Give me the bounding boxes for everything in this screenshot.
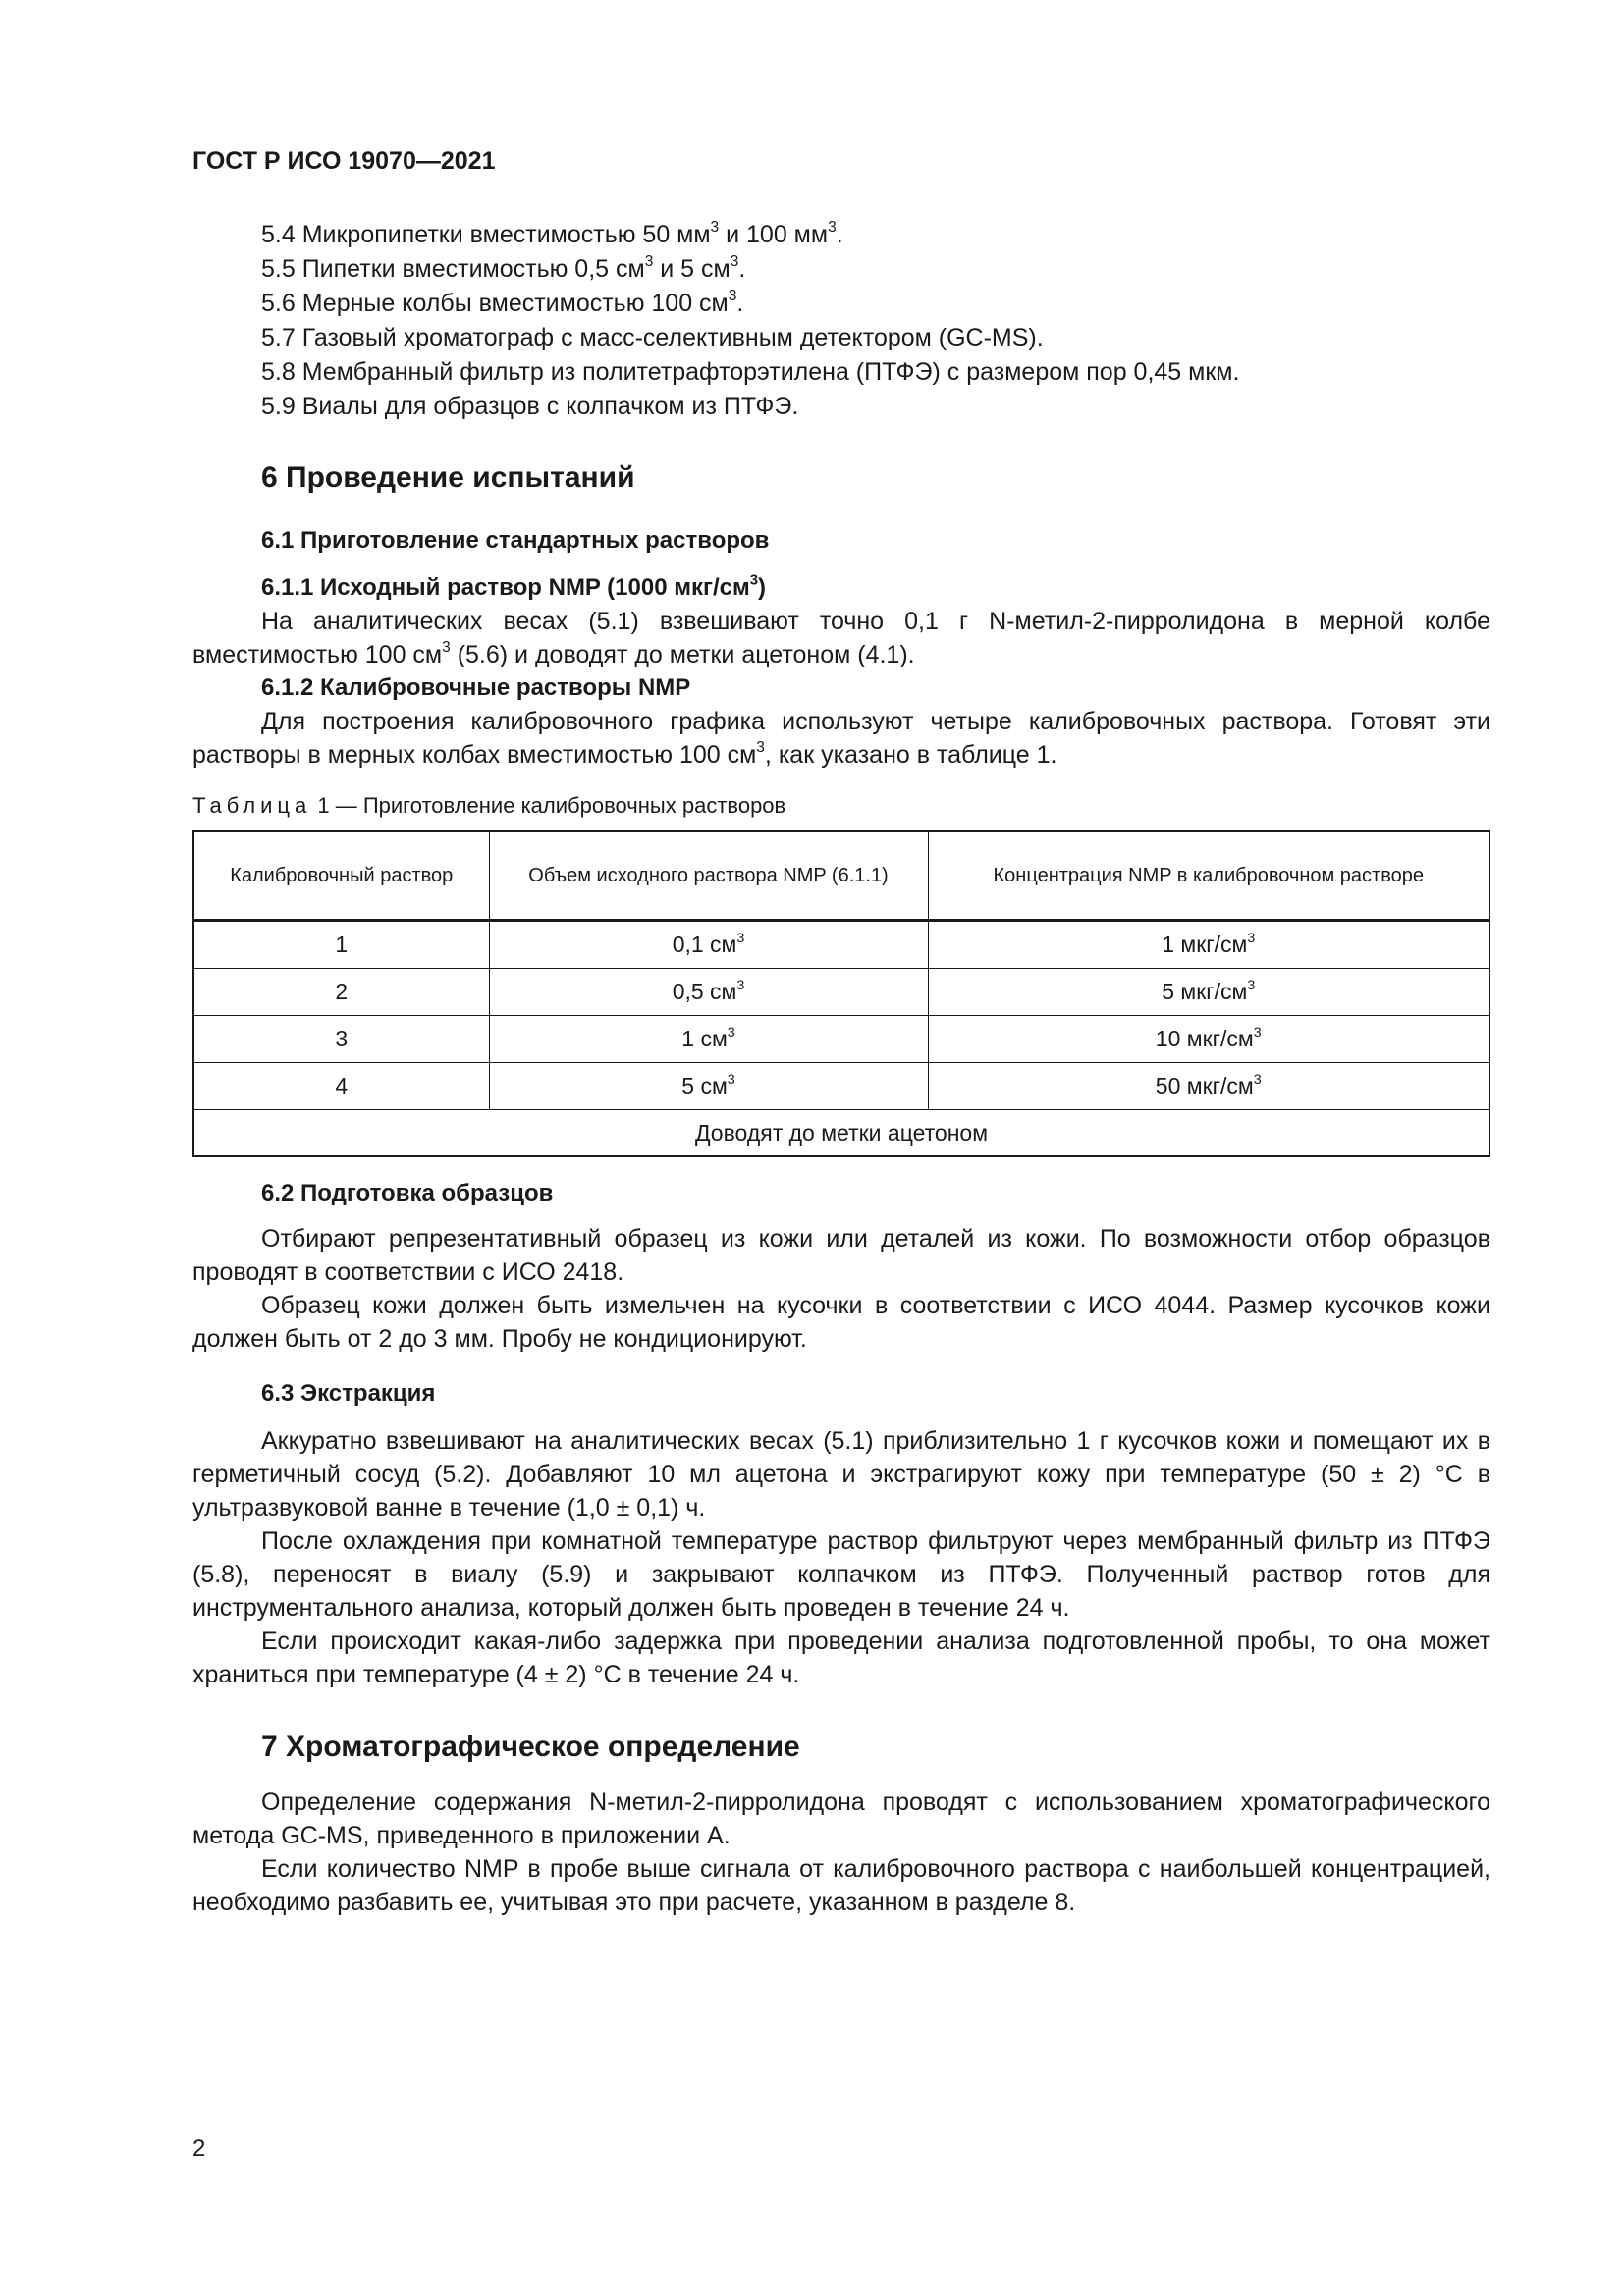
paragraph: Если количество NMP в пробе выше сигнала от калибровочного раствора с наибольшей концентрацией, необходимо разбавить ее, учитывая это при расчете, указанном в разделе 8. [192, 1855, 1490, 1916]
table-header-row [193, 831, 1489, 921]
table-caption: Таблица 1 — Приготовление калибровочных растворов [192, 793, 786, 818]
table-cell: 2 [193, 969, 489, 1016]
list-item: 5.4 Микропипетки вместимостью 50 $мм^3$ и 100 $мм^3$. [261, 219, 843, 248]
table-cell: 5 $см^3$ [489, 1063, 928, 1110]
table-row [193, 969, 1489, 1016]
paragraph: Если происходит какая-либо задержка при проведении анализа подготовленной пробы, то она может храниться при температуре (4 ± 2) °С в течение 24 ч. [192, 1628, 1490, 1688]
section-6-1-2-title: 6.1.2 Калибровочные растворы NMP [261, 674, 691, 701]
list-item: 5.6 Мерные колбы вместимостью 100 $см^3$. [261, 288, 744, 317]
table-header-cell: Калибровочный раствор [193, 831, 489, 921]
list-item: 5.9 Виалы для образцов с колпачком из ПТФЭ. [261, 393, 799, 420]
section-6-3-body [192, 1424, 1490, 1691]
paragraph: На аналитических весах (5.1) взвешивают точно 0,1 г N-метил-2-пирролидона в мерной колбе вместимостью 100 $см^3$ (5.6) и доводят до метки ацетоном (4.1). [192, 608, 1490, 668]
paragraph: Аккуратно взвешивают на аналитических весах (5.1) приблизительно 1 г кусочков кожи и помещают их в герметичный сосуд (5.2). Добавляют 10 мл ацетона и экстрагируют кожу при температуре (50 ± 2) °С в ультразвуковой ванне в течение (1,0 ± 0,1) ч. [192, 1427, 1490, 1522]
table-cell: 1 [193, 921, 489, 969]
table-cell: 0,1 $см^3$ [489, 921, 928, 969]
paragraph: Образец кожи должен быть измельчен на кусочки в соответствии с ИСО 4044. Размер кусочков кожи должен быть от 2 до 3 мм. Пробу не кондиционируют. [192, 1292, 1490, 1353]
page-number: 2 [192, 2135, 206, 2162]
table-cell: 50 мкг/$см^3$ [928, 1063, 1489, 1110]
section-6-2-body [192, 1222, 1490, 1356]
table-cell: 3 [193, 1016, 489, 1063]
table-row [193, 1063, 1489, 1110]
table-footer-cell: Доводят до метки ацетоном [193, 1110, 1489, 1157]
table-row [193, 921, 1489, 969]
table-cell: 1 $см^3$ [489, 1016, 928, 1063]
table-cell: 10 мкг/$см^3$ [928, 1016, 1489, 1063]
table-header-cell: Объем исходного раствора NMP (6.1.1) [489, 831, 928, 921]
table-cell: 5 мкг/$см^3$ [928, 969, 1489, 1016]
calibration-table [192, 830, 1490, 1157]
table-row [193, 1016, 1489, 1063]
list-item: 5.5 Пипетки вместимостью 0,5 $см^3$ и 5 $см^3$. [261, 253, 746, 283]
section-6-1-title: 6.1 Приготовление стандартных растворов [261, 527, 770, 554]
list-item: 5.7 Газовый хроматограф с масс-селективным детектором (GC-MS). [261, 324, 1044, 351]
section-6-2-title: 6.2 Подготовка образцов [261, 1180, 554, 1206]
paragraph: После охлаждения при комнатной температуре раствор фильтруют через мембранный фильтр из ПТФЭ (5.8), переносят в виалу (5.9) и закрывают колпачком из ПТФЭ. Полученный раствор готов для инструментального анализа, который должен быть проведен в течение 24 ч. [192, 1527, 1490, 1622]
document-header: ГОСТ Р ИСО 19070—2021 [192, 147, 496, 175]
section-6-title: 6 Проведение испытаний [261, 461, 635, 494]
page-content [192, 218, 1490, 1919]
section-7-body [192, 1786, 1490, 1919]
table-cell: 0,5 $см^3$ [489, 969, 928, 1016]
section5-list [192, 218, 1490, 424]
table-header-cell: Концентрация NMP в калибровочном растворе [928, 831, 1489, 921]
table-cell: 1 мкг/$см^3$ [928, 921, 1489, 969]
table-cell: 4 [193, 1063, 489, 1110]
paragraph: Для построения калибровочного графика используют четыре калибровочных раствора. Готовят эти растворы в мерных колбах вместимостью 100 $см^3$, как указано в таблице 1. [192, 708, 1490, 769]
section-7-title: 7 Хроматографическое определение [261, 1731, 800, 1763]
paragraph: Отбирают репрезентативный образец из кожи или деталей из кожи. По возможности отбор образцов проводят в соответствии с ИСО 2418. [192, 1225, 1490, 1286]
section-6-1-2-body [192, 705, 1490, 772]
table-footer-row [193, 1110, 1489, 1157]
paragraph: Определение содержания N-метил-2-пирролидона проводят с использованием хроматографического метода GC-MS, приведенного в приложении А. [192, 1789, 1490, 1849]
list-item: 5.8 Мембранный фильтр из политетрафторэтилена (ПТФЭ) с размером пор 0,45 мкм. [261, 358, 1240, 386]
section-6-1-1-title: 6.1.1 Исходный раствор NMP (1000 мкг/$см^3$) [261, 572, 767, 601]
section-6-3-title: 6.3 Экстракция [261, 1380, 436, 1407]
section-6-1-1-body [192, 605, 1490, 671]
